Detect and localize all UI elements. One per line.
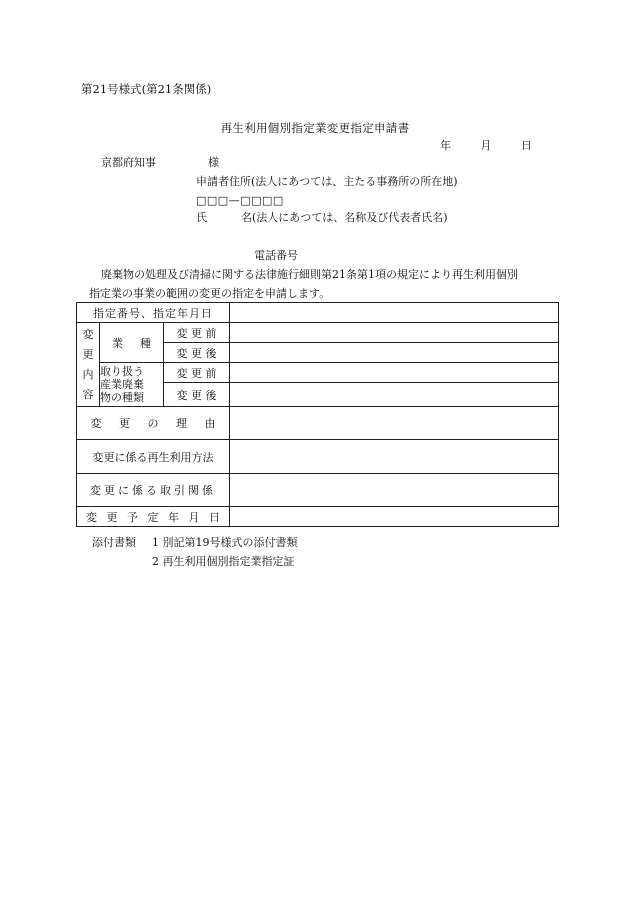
before-label: 変 更 前 — [164, 323, 230, 343]
transaction-label: 変更に係る取引関係 — [77, 474, 230, 507]
change-reason-field[interactable] — [230, 407, 559, 440]
recycle-method-field[interactable] — [230, 440, 559, 474]
recycle-method-label: 変更に係る再生利用方法 — [77, 440, 230, 474]
after-label: 変 更 後 — [164, 343, 230, 363]
table-row — [77, 303, 559, 323]
date-year: 年 — [440, 139, 451, 152]
table-row — [77, 474, 559, 507]
application-table — [76, 302, 559, 527]
addressee: 京都府知事 — [101, 156, 156, 169]
designation-number-label: 指定番号、指定年月日 — [77, 303, 230, 323]
waste-type-label: 取り扱う 産業廃棄 物の種類 — [100, 363, 164, 407]
business-type-after-field[interactable] — [230, 343, 559, 363]
postal-code-boxes: □□□—□□□□ — [196, 194, 284, 207]
applicant-name-label — [196, 212, 448, 223]
date-month: 月 — [480, 139, 492, 152]
table-row — [77, 440, 559, 474]
body-text-line-2: 指定業の事業の範囲の変更の指定を申請します。 — [89, 287, 331, 300]
waste-type-before-field[interactable] — [230, 363, 559, 383]
waste-type-after-field[interactable] — [230, 383, 559, 407]
name-label-2: 名(法人にあつては、名称及び代表者氏名) — [241, 211, 448, 224]
body-text-line-1: 廃棄物の処理及び清掃に関する法律施行細則第21条第1項の規定により再生利用個別 — [101, 268, 518, 281]
attachments-label: 添付書類 — [92, 536, 136, 549]
before-label: 変 更 前 — [164, 363, 230, 383]
change-reason-label: 変 更 の 理 由 — [77, 407, 230, 440]
transaction-field[interactable] — [230, 474, 559, 507]
table-row — [77, 407, 559, 440]
date-row — [440, 140, 532, 151]
change-content-label: 変 更 内 容 — [77, 323, 100, 407]
table-row — [77, 363, 559, 383]
designation-number-field[interactable] — [230, 303, 559, 323]
phone-label: 電話番号 — [254, 249, 298, 262]
planned-date-label: 変 更 予 定 年 月 日 — [77, 507, 230, 527]
business-type-label: 業 種 — [100, 323, 164, 363]
attachment-item-2: 2 再生利用個別指定業指定証 — [152, 555, 295, 568]
date-day: 日 — [521, 139, 532, 152]
after-label: 変 更 後 — [164, 383, 230, 407]
planned-date-field[interactable] — [230, 507, 559, 527]
business-type-before-field[interactable] — [230, 323, 559, 343]
addressee-honorific: 様 — [208, 156, 219, 169]
form-number: 第21号様式(第21条関係) — [81, 82, 212, 96]
applicant-address-label: 申請者住所(法人にあつては、主たる事務所の所在地) — [196, 175, 458, 188]
table-row — [77, 323, 559, 343]
document-title: 再生利用個別指定業変更指定申請書 — [220, 121, 410, 135]
name-label-1: 氏 — [196, 211, 207, 224]
table-row — [77, 507, 559, 527]
attachment-item-1: 1 別記第19号様式の添付書類 — [152, 536, 298, 549]
